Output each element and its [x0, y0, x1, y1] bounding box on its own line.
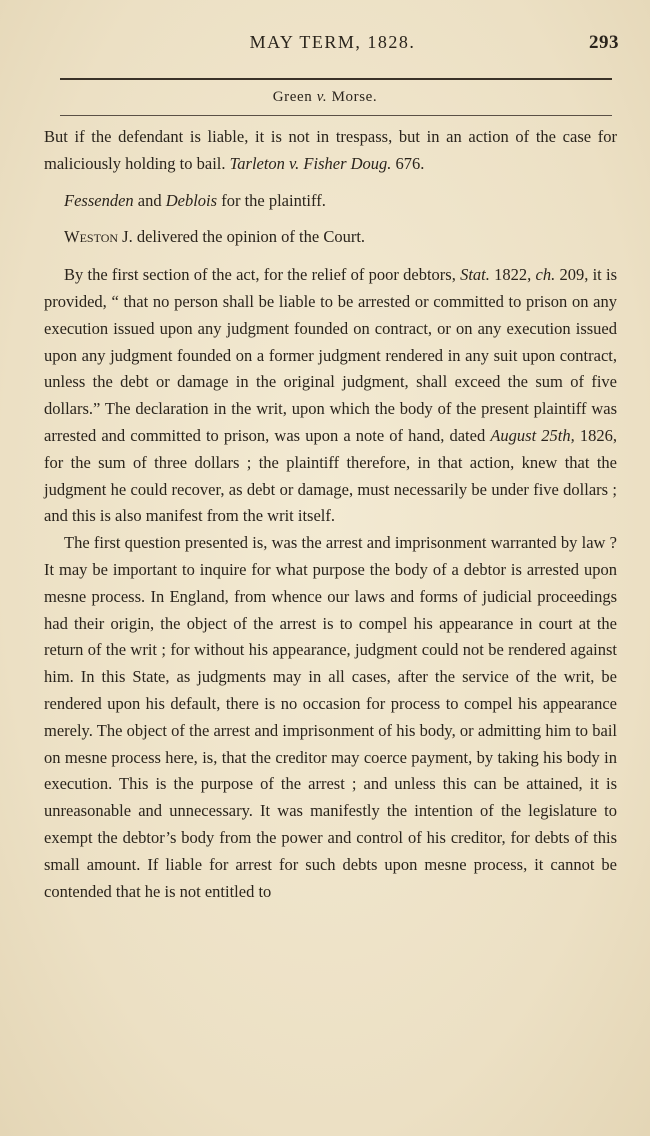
- running-head: [40, 30, 625, 60]
- p4-ch: ch.: [535, 265, 556, 285]
- paragraph-statute: [44, 262, 617, 530]
- case-title-rule: [60, 115, 612, 116]
- running-title: MAY TERM, 1828.: [249, 32, 416, 52]
- case-party-a: Green: [272, 89, 313, 105]
- p4-text-2: 1822,: [494, 265, 532, 285]
- p1-citation-page: 676.: [395, 153, 425, 173]
- paragraph-question: [44, 530, 617, 905]
- case-party-b: Morse.: [331, 89, 378, 105]
- case-title: [0, 89, 650, 106]
- opinion-intro-rest: J. delivered the opinion of the Court.: [122, 227, 366, 247]
- paragraph-opinion-intro: [44, 224, 617, 251]
- body-text: [44, 124, 617, 905]
- header-rule: [60, 78, 612, 80]
- p4-stat: Stat.: [460, 265, 490, 285]
- p4-text-1: By the first section of the act, for the relief of poor debtors,: [64, 265, 456, 285]
- p4-text-4: 1826, for the sum of three dollars ; the plaintiff therefore, in that action, knew that the judgment he could recover, as debt or damage, must necessarily be under five dollars ; and this is also manifest from the writ itself.: [44, 425, 618, 526]
- paragraph-counsel: [44, 188, 617, 215]
- page-number: 293: [589, 32, 619, 53]
- p1-text: But if the defendant is liable, it is not in trespass, but in an action of the case for maliciously holding to bail.: [44, 127, 617, 173]
- judge-name: Weston: [64, 227, 119, 247]
- p5-text: The first question presented is, was the arrest and imprisonment warranted by law ? It may be important to inquire for what purpose the body of a debtor is arrested upon mesne process. In England, from whence our laws and forms of judicial proceedings had their origin, the object of the arrest is to compel his appearance in court at the return of the writ ; for without his appearance, judgment could not be rendered against him. In this State, as judgments may in all cases, after the service of the writ, be rendered upon his default, there is no occasion for process to compel his appearance merely. The object of the arrest and imprisonment of his body, or admitting him to bail on mesne process here, is, that the creditor may coerce payment, by taking his body in execution. This is the purpose of the arrest ; and unless this can be attained, it is unreasonable and unnecessary. It was manifestly the intention of the legislature to exempt the debtor’s body from the power and control of his creditor, for debts of this small amount. If liable for arrest for such debts upon mesne process, it cannot be contended that he is not entitled to: [44, 533, 617, 901]
- counsel-and: and: [137, 190, 162, 210]
- counsel-2: Deblois: [165, 190, 218, 210]
- counsel-1: Fessenden: [64, 190, 134, 210]
- case-versus: v.: [316, 89, 328, 105]
- p4-text-3: 209, it is provided, “ that no person shall be liable to be arrested or committed to prison on any execution issued upon any judgment founded on contract, or on any execution issued upon any judgment founded on a former judgment rendered in any suit upon contract, unless the debt or damage in the original judgment, shall exceed the sum of five dollars.” The declaration in the writ, upon which the body of the present plaintiff was arrested and committed to prison, was upon a note of hand, dated: [44, 265, 617, 445]
- counsel-rest: for the plaintiff.: [221, 190, 326, 210]
- paragraph-1: [44, 124, 617, 178]
- p4-date: August 25th,: [490, 425, 575, 445]
- p1-citation: Tarleton v. Fisher Doug.: [229, 153, 392, 173]
